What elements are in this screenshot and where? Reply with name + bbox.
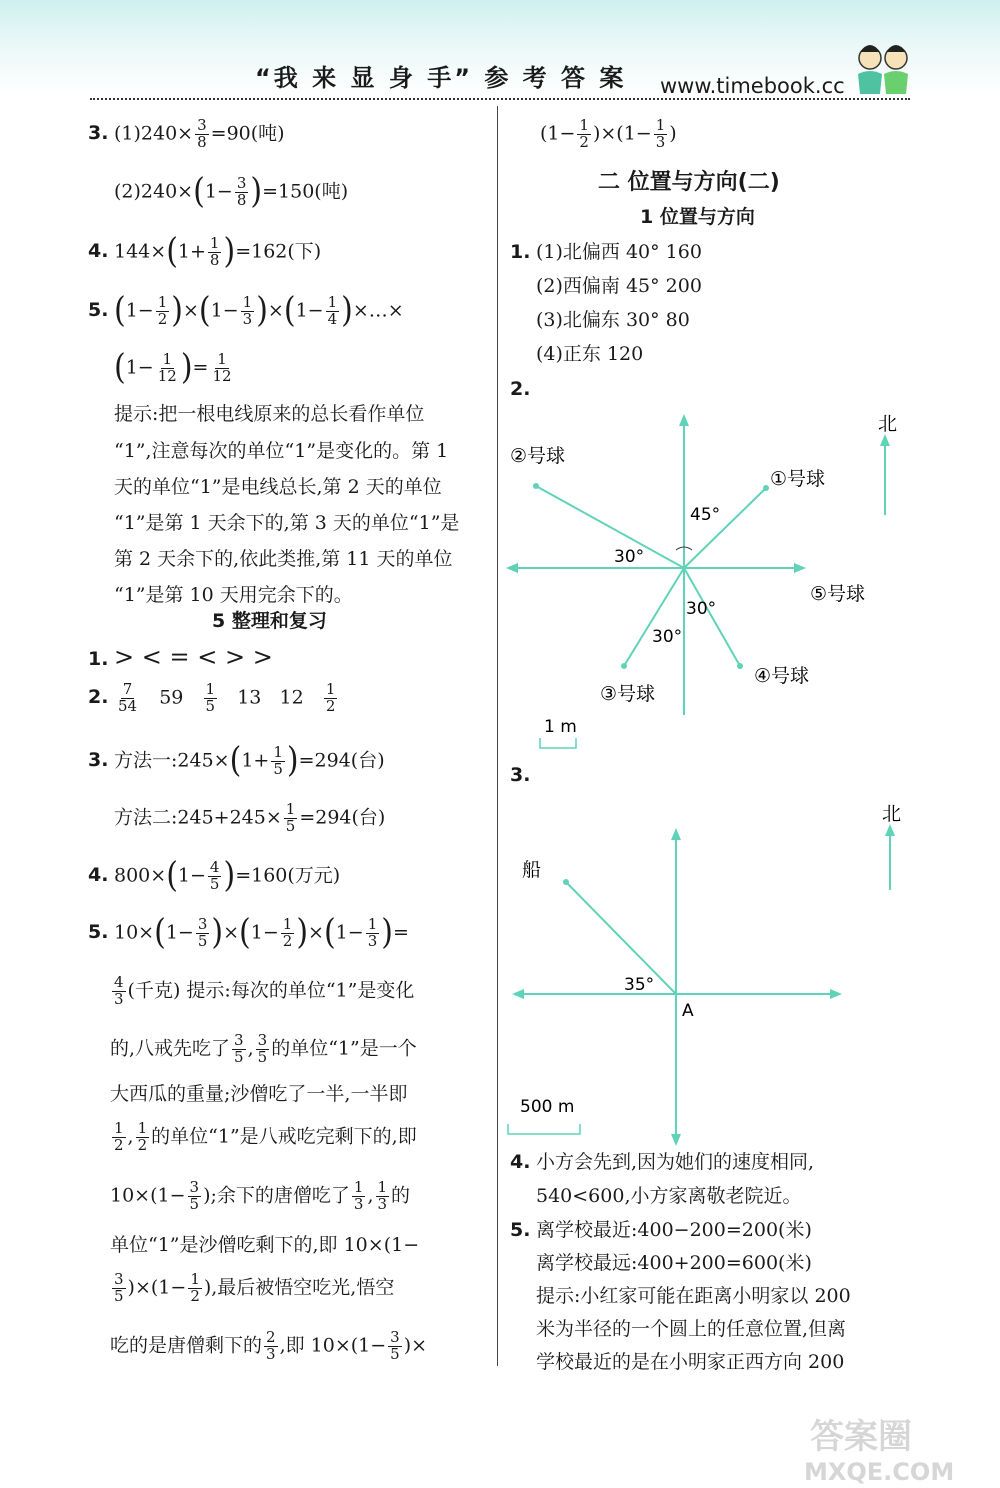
q-number: 3. [88,122,109,145]
label-ball-1: ①号球 [770,468,826,490]
header-url[interactable]: www.timebook.cc [660,74,845,98]
ray-ship [566,882,676,994]
angle-30-bottom: 30° [652,627,683,647]
fraction: $\frac{1}{8}$ [209,234,220,269]
svg-text:MXQE.COM: MXQE.COM [804,1458,955,1486]
arrowhead-up [671,828,681,840]
pos-q1-2: (2)西偏南 45° 200 [536,275,702,297]
right-continued-formula: (1− $\frac{1}{2}$ )×(1− $\frac{1}{3}$ ) [540,116,677,151]
review-q5-line8: $\frac{3}{5}$ )×(1− $\frac{1}{2}$ ),最后被悟空吃光,悟空 [114,1270,395,1305]
point-ball-3 [621,663,627,669]
point-ship [563,879,569,885]
angle-35: 35° [624,975,655,995]
ray-ball-2 [536,486,684,568]
review-q1: 1. > < = < > > [88,643,273,671]
arrowhead-right [794,563,806,573]
north-label: 北 [878,413,898,435]
ray-ball-3 [624,568,684,666]
angle-30-right: 30° [686,599,717,619]
q5-formula-cont: (1− $\frac{1}{12}$ )= $\frac{1}{12}$ [114,347,232,388]
scale-label: 1 m [544,717,577,737]
review-q5-line5: $\frac{1}{2}$ , $\frac{1}{2}$ 的单位“1”是八戒吃完剩下的,即 [114,1119,417,1154]
ship-position-diagram [500,790,920,1150]
angle-45: 45° [690,505,721,525]
arrowhead-left [512,989,524,999]
review-q5-line3: 的,八戒先吃了 $\frac{3}{5}$ , $\frac{3}{5}$ 的单位“1”是一个 [110,1031,417,1066]
q3-a: 3. (1)240× $\frac{3}{8}$ =90(吨) [88,116,285,151]
review-q5-line7: 单位“1”是沙僧吃剩下的,即 10×(1− [110,1234,420,1256]
point-a-label: A [682,1001,694,1021]
pos-q3-number: 3. [510,764,531,786]
watermark-logo [790,1410,1000,1488]
pos-q5-line5: 学校最近的是在小明家正西方向 200 [536,1351,845,1373]
review-q5-line6: 10×(1− $\frac{3}{5}$ );余下的唐僧吃了 $\frac{1}{3}$ , $\frac{1}{3}$ 的 [110,1178,411,1213]
label-ball-3: ③号球 [600,683,656,705]
fraction: $\frac{3}{8}$ [197,116,207,151]
scale-bar [540,738,576,748]
q4: 4. 144×(1+ $\frac{1}{8}$ )=162(下) [88,231,322,272]
north-arrowhead [885,824,895,836]
label-ball-4: ④号球 [754,665,810,687]
q5-hint-2: “1”,注意每次的单位“1”是变化的。第 1 [114,440,449,462]
q5-formula: 5. (1− $\frac{1}{2}$ )×(1− $\frac{1}{3}$ )×(1− $\frac{1}{4}$ )×…× [88,290,404,331]
pos-q1-4: (4)正东 120 [536,343,644,365]
review-q5-line9: 吃的是唐僧剩下的 $\frac{2}{3}$ ,即 10×(1− $\frac{3}{5}$ )× [110,1328,428,1363]
scale-label: 500 m [520,1097,575,1117]
section-title-position: 1 位置与方向 [640,206,755,228]
column-divider [497,106,498,1366]
review-q5-line4: 大西瓜的重量;沙僧吃了一半,一半即 [110,1083,408,1105]
arrowhead-up [679,414,689,426]
pos-q2-number: 2. [510,378,531,400]
ship-label: 船 [522,859,542,881]
ray-ball-1 [684,488,766,568]
header-divider [90,98,910,100]
arrowhead-left [506,563,518,573]
arrowhead-right [830,989,842,999]
q5-hint-4: “1”是第 1 天余下的,第 3 天的单位“1”是 [114,512,460,534]
pos-q4-line1: 4. 小方会先到,因为她们的速度相同, [510,1151,815,1173]
point-ball-2 [533,483,539,489]
arrowhead-down [671,1134,681,1146]
point-ball-4 [737,663,743,669]
mascot-icon [850,40,920,100]
pos-q4-line2: 540<600,小方家离敬老院近。 [536,1185,802,1207]
q5-hint-6: “1”是第 10 天用完余下的。 [114,584,353,606]
north-label: 北 [882,803,902,825]
pos-q1-1: 1. (1)北偏西 40° 160 [510,241,702,263]
review-q3-a: 3. 方法一:245×(1+ $\frac{1}{5}$ )=294(台) [88,740,385,781]
pos-q1-3: (3)北偏东 30° 80 [536,309,690,331]
review-q5-line2: $\frac{4}{3}$ (千克) 提示:每次的单位“1”是变化 [114,973,415,1008]
section-title-review: 5 整理和复习 [212,610,327,632]
pos-q5-line3: 提示:小红家可能在距离小明家以 200 [536,1285,851,1307]
review-q3-b: 方法二:245+245× $\frac{1}{5}$ =294(台) [114,800,386,835]
review-q4: 4. 800×(1− $\frac{4}{5}$ )=160(万元) [88,855,341,896]
angle-30-left: 30° [614,547,645,567]
q3-b: (2)240×(1− $\frac{3}{8}$ )=150(吨) [114,171,349,212]
label-ball-2: ②号球 [510,445,566,467]
north-arrowhead [880,434,890,446]
point-ball-1 [763,485,769,491]
q5-hint-1: 提示:把一根电线原来的总长看作单位 [114,403,425,425]
pos-q5-line2: 离学校最远:400+200=600(米) [536,1252,812,1274]
pos-q5-line4: 米为半径的一个圆上的任意位置,但离 [536,1318,847,1340]
fraction: $\frac{3}{8}$ [236,174,247,209]
q5-hint-3: 天的单位“1”是电线总长,第 2 天的单位 [114,476,442,498]
scale-bar [508,1124,580,1134]
chapter-title: 二 位置与方向(二) [598,170,780,195]
label-ball-5: ⑤号球 [810,583,866,605]
ball-position-diagram [500,400,920,770]
pos-q5-line1: 5. 离学校最近:400−200=200(米) [510,1219,812,1241]
svg-text:答案圈: 答案圈 [810,1417,912,1457]
q5-hint-5: 第 2 天余下的,依此类推,第 11 天的单位 [114,548,453,570]
page-header-title: “我 来 显 身 手” 参 考 答 案 [255,64,627,92]
review-q2: 2. $\frac{7}{54}$ 59 $\frac{1}{5}$ 13 12 $\frac{1}{2}$ [88,680,336,715]
review-q5-formula: 5. 10×(1− $\frac{3}{5}$ )×(1− $\frac{1}{2}$ )×(1− $\frac{1}{3}$ )= [88,912,409,953]
